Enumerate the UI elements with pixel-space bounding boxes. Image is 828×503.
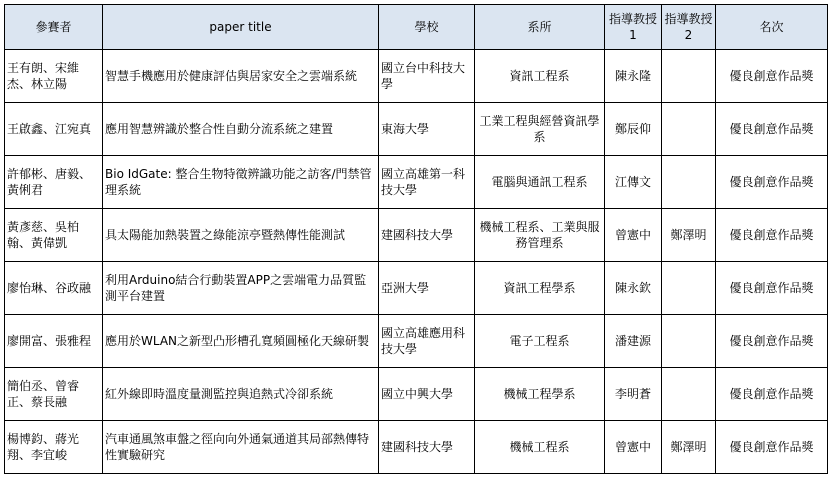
school-cell: 東海大學	[379, 103, 475, 156]
paper-title-cell: 利用Arduino結合行動裝置APP之雲端電力品質監測平台建置	[103, 262, 379, 315]
participants-cell: 廖開富、張雅程	[5, 315, 103, 368]
advisor2-cell	[662, 315, 716, 368]
header-school: 學校	[379, 5, 475, 50]
participants-cell: 黃彥慈、吳柏翰、黃偉凱	[5, 209, 103, 262]
department-cell: 工業工程與經營資訊學系	[475, 103, 605, 156]
department-cell: 電子工程系	[475, 315, 605, 368]
table-row	[5, 368, 828, 421]
rank-cell: 優良創意作品獎	[716, 156, 828, 209]
table-row	[5, 209, 828, 262]
advisor2-cell	[662, 368, 716, 421]
table-row	[5, 103, 828, 156]
participants-cell: 王啟鑫、江宛真	[5, 103, 103, 156]
header-participants: 參賽者	[5, 5, 103, 50]
advisor2-cell: 鄭澤明	[662, 421, 716, 474]
header-department: 系所	[475, 5, 605, 50]
participants-cell: 廖怡琳、谷政融	[5, 262, 103, 315]
rank-cell: 優良創意作品獎	[716, 421, 828, 474]
advisor1-cell: 江傳文	[605, 156, 662, 209]
paper-title-cell: Bio IdGate: 整合生物特徵辨識功能之訪客/門禁管理系統	[103, 156, 379, 209]
awards-table	[4, 4, 828, 474]
paper-title-cell: 應用智慧辨識於整合性自動分流系統之建置	[103, 103, 379, 156]
school-cell: 亞洲大學	[379, 262, 475, 315]
school-cell: 國立高雄應用科技大學	[379, 315, 475, 368]
department-cell: 機械工程系	[475, 421, 605, 474]
paper-title-cell: 應用於WLAN之新型凸形槽孔寬頻圓極化天線研製	[103, 315, 379, 368]
header-advisor2: 指導教授2	[662, 5, 716, 50]
advisor2-cell	[662, 156, 716, 209]
header-advisor1: 指導教授1	[605, 5, 662, 50]
department-cell: 資訊工程系	[475, 50, 605, 103]
advisor2-cell	[662, 262, 716, 315]
department-cell: 機械工程系、工業與服務管理系	[475, 209, 605, 262]
advisor1-cell: 陳永隆	[605, 50, 662, 103]
advisor1-cell: 曾憲中	[605, 209, 662, 262]
header-paper-title: paper title	[103, 5, 379, 50]
paper-title-cell: 汽車通風煞車盤之徑向向外通氣通道其局部熱傳特性實驗研究	[103, 421, 379, 474]
paper-title-cell: 具太陽能加熱裝置之綠能涼亭暨熱傳性能測試	[103, 209, 379, 262]
rank-cell: 優良創意作品獎	[716, 368, 828, 421]
participants-cell: 王有朗、宋維杰、林立陽	[5, 50, 103, 103]
rank-cell: 優良創意作品獎	[716, 50, 828, 103]
header-rank: 名次	[716, 5, 828, 50]
school-cell: 建國科技大學	[379, 421, 475, 474]
rank-cell: 優良創意作品獎	[716, 315, 828, 368]
advisor1-cell: 潘建源	[605, 315, 662, 368]
table-row	[5, 262, 828, 315]
department-cell: 電腦與通訊工程系	[475, 156, 605, 209]
school-cell: 國立中興大學	[379, 368, 475, 421]
advisor2-cell: 鄭澤明	[662, 209, 716, 262]
rank-cell: 優良創意作品獎	[716, 262, 828, 315]
header-row	[5, 5, 828, 50]
paper-title-cell: 紅外線即時溫度量測監控與追熱式冷卻系統	[103, 368, 379, 421]
participants-cell: 楊博鈞、蔣光翔、李宜峻	[5, 421, 103, 474]
advisor2-cell	[662, 103, 716, 156]
school-cell: 國立台中科技大學	[379, 50, 475, 103]
school-cell: 國立高雄第一科技大學	[379, 156, 475, 209]
advisor1-cell: 李明蒼	[605, 368, 662, 421]
advisor1-cell: 曾憲中	[605, 421, 662, 474]
table-row	[5, 50, 828, 103]
participants-cell: 許郁彬、唐毅、黃俐君	[5, 156, 103, 209]
table-row	[5, 156, 828, 209]
advisor1-cell: 陳永欽	[605, 262, 662, 315]
school-cell: 建國科技大學	[379, 209, 475, 262]
rank-cell: 優良創意作品獎	[716, 103, 828, 156]
table-row	[5, 421, 828, 474]
table-row	[5, 315, 828, 368]
participants-cell: 簡伯丞、曾睿正、蔡長融	[5, 368, 103, 421]
advisor1-cell: 鄭辰仰	[605, 103, 662, 156]
advisor2-cell	[662, 50, 716, 103]
paper-title-cell: 智慧手機應用於健康評估與居家安全之雲端系統	[103, 50, 379, 103]
department-cell: 資訊工程學系	[475, 262, 605, 315]
department-cell: 機械工程學系	[475, 368, 605, 421]
rank-cell: 優良創意作品獎	[716, 209, 828, 262]
